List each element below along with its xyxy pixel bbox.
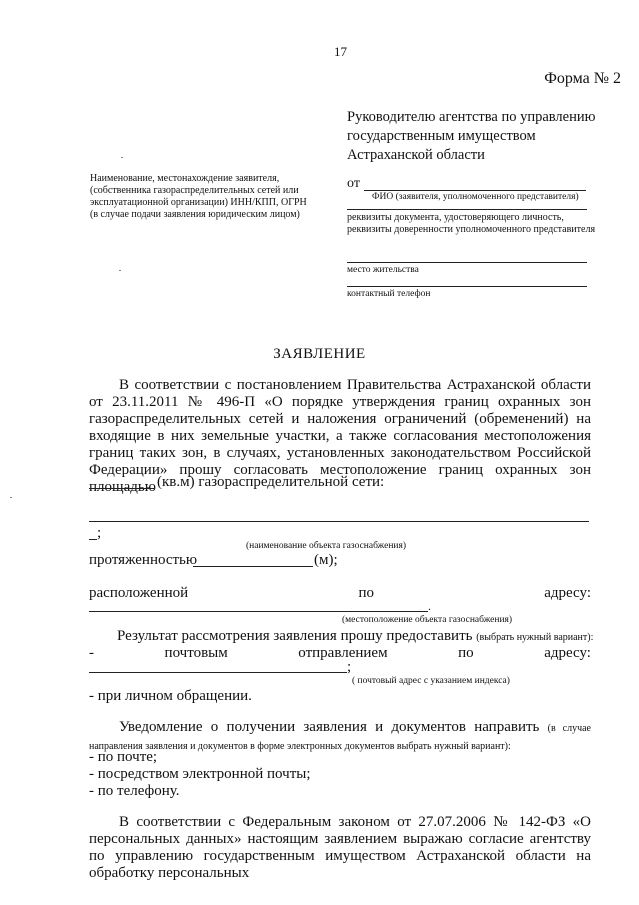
postal-word: почтовым: [164, 645, 228, 661]
result-note: (выбрать нужный вариант):: [476, 632, 594, 643]
requisites-line[interactable]: [347, 209, 587, 210]
recipient-block: [347, 108, 617, 165]
object-name-line-short[interactable]: [89, 539, 97, 540]
main-paragraph-text: В соответствии с постановлением Правительства Астраханской области от 23.11.2011 № 496-П «О порядке утверждения границ охранных зон газораспределительных сетей и наложения ограничений (обременений) на входящие в них земельные участки, а также согласования местоположения границ таких зон, в случаях, установленных законодательством Российской Федерации» прошу согласовать местоположение границ охранных зон площадью: [89, 377, 591, 495]
semicolon: ;: [97, 525, 102, 541]
postal-row: [89, 645, 591, 662]
fio-line[interactable]: [364, 190, 586, 191]
requisites-caption: реквизиты документа, удостоверяющего личность, реквизиты доверенности уполномоченного представителя: [347, 212, 596, 235]
object-name-line[interactable]: [89, 521, 589, 522]
located-row: [89, 585, 591, 602]
location-caption: (местоположение объекта газоснабжения): [342, 615, 513, 625]
postal-word: -: [89, 645, 94, 661]
scan-speck: [10, 497, 12, 498]
located-word: адресу:: [544, 585, 591, 601]
located-word: по: [358, 585, 374, 601]
located-word: расположенной: [89, 585, 189, 601]
scan-speck: [121, 157, 123, 158]
postal-word: по: [458, 645, 474, 661]
consent-text: В соответствии с Федеральным законом от 27.07.2006 № 142-ФЗ «О персональных данных» настоящим заявлением выражаю согласие агентству по управлению государственным имуществом Астраханской области на обработку персональных: [89, 814, 591, 881]
residence-caption: место жительства: [347, 265, 419, 275]
postal-address-line[interactable]: [89, 672, 347, 673]
area-suffix: (кв.м) газораспределительной сети:: [157, 474, 385, 490]
object-name-caption: (наименование объекта газоснабжения): [246, 541, 407, 551]
scan-speck: [119, 270, 121, 271]
phone-line[interactable]: [347, 286, 587, 287]
notify-text: Уведомление о получении заявления и документов направить: [119, 719, 540, 735]
notify-option-phone: - по телефону.: [89, 783, 180, 799]
form-number: Форма № 2: [544, 70, 621, 87]
applicant-note: Наименование, местонахождение заявителя, (собственника газораспределительных сетей или эксплуатационной организации) ИНН/КПП, ОГРН (в случае подачи заявления юридическим лицом): [90, 173, 307, 220]
length-input-line[interactable]: [193, 566, 313, 567]
personal-option: - при личном обращении.: [89, 688, 252, 704]
phone-caption: контактный телефон: [347, 289, 431, 299]
notify-option-mail: - по почте;: [89, 749, 158, 765]
recipient-line: государственным имуществом: [347, 128, 536, 144]
result-text: Результат рассмотрения заявления прошу предоставить: [117, 628, 473, 644]
recipient-line: Астраханской области: [347, 147, 485, 163]
area-input-line[interactable]: [89, 488, 155, 489]
notify-paragraph: [89, 719, 591, 755]
residence-line[interactable]: [347, 262, 587, 263]
result-line: [117, 628, 593, 646]
location-dot: .: [428, 599, 431, 613]
length-label: протяженностью: [89, 552, 198, 568]
length-suffix: (м);: [314, 552, 338, 568]
notify-note: (в случае направления заявления и документов в форме электронных документов выбрать нужный вариант):: [89, 723, 591, 752]
from-label: от: [347, 176, 360, 191]
postal-caption: ( почтовый адрес с указанием индекса): [352, 676, 510, 686]
fio-caption: ФИО (заявителя, уполномоченного представителя): [372, 192, 579, 202]
recipient-line: Руководителю агентства по управлению: [347, 109, 596, 125]
postal-word: адресу:: [544, 645, 591, 661]
location-line[interactable]: [89, 611, 428, 612]
document-title: ЗАЯВЛЕНИЕ: [273, 346, 366, 362]
postal-word: отправлением: [298, 645, 388, 661]
notify-option-email: - посредством электронной почты;: [89, 766, 311, 782]
page-number: 17: [334, 44, 347, 59]
postal-semicolon: ;: [347, 659, 352, 675]
consent-paragraph: [89, 814, 591, 882]
